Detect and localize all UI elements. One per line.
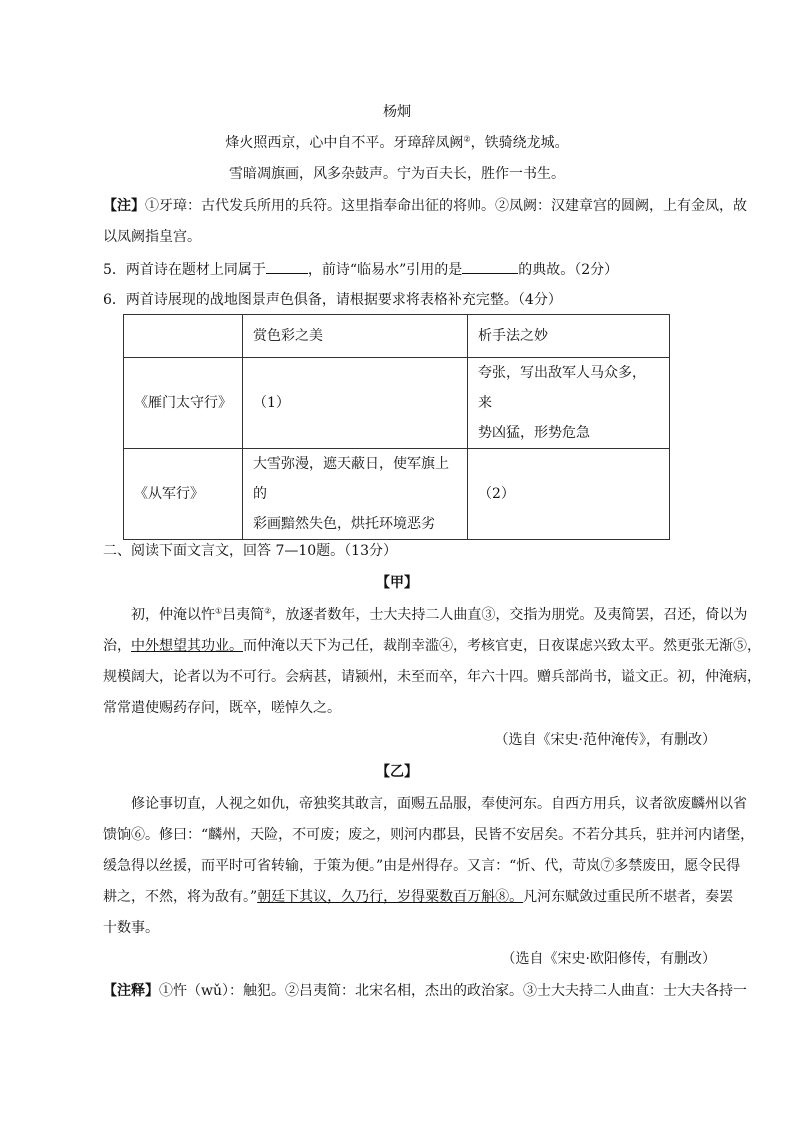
table-row-1-color-blank[interactable]: （1） [243, 358, 468, 449]
yi-underlined-sentence: 朝廷下其议，久乃行，岁得粟数百万斛⑧。 [257, 889, 524, 905]
comparison-table [123, 314, 670, 540]
question-5-suffix: 的典故。（2分） [518, 262, 619, 278]
jia-source: （选自《宋史·范仲淹传》，有删改） [494, 732, 716, 748]
jia-footnote-1: ① [215, 606, 223, 616]
jia-line-1-c: ，放逐者数年，士大夫持二人曲直③，交指为朋党。及夷简罢，召还，倚以为 [271, 607, 748, 623]
yi-line-5: 十数事。 [103, 920, 159, 936]
question-6: 6．两首诗展现的战地图景声色俱备，请根据要求将表格补充完整。（4分） [103, 292, 562, 308]
table-row-1-method-line-2: 势凶猛，形势危急 [478, 425, 590, 441]
notes-2-text: ①忤（wǔ）：触犯。②吕夷简：北宋名相，杰出的政治家。③士大夫持二人曲直：士大夫各持一 [159, 983, 747, 999]
table-row-2-color-line-2: 彩画黯然失色，烘托环境恶劣 [253, 516, 435, 532]
table-row-2-color [243, 449, 468, 540]
poem-line-1 [0, 133, 794, 153]
notes-2-label: 【注释】 [103, 983, 159, 999]
yi-title: 【乙】 [376, 764, 418, 780]
jia-line-1-b: 吕夷简 [222, 607, 265, 623]
jia-line-1-a: 初，仲淹以忤 [131, 607, 215, 623]
table-row-1-method [468, 358, 670, 449]
jia-line-1 [131, 605, 747, 625]
poem-line-1-part-b: ，铁骑绕龙城。 [470, 135, 569, 151]
table-header-method: 析手法之妙 [468, 315, 670, 358]
jia-line-2 [103, 636, 761, 656]
answer-blank-2[interactable] [462, 259, 518, 274]
table-row-2-title: 《从军行》 [124, 449, 243, 540]
section-2-heading: 二、阅读下面文言文，回答 7—10题。（13分） [103, 543, 397, 559]
jia-line-2-a: 治， [103, 638, 131, 654]
note-line-2: 以凤阙指皇宫。 [103, 229, 201, 245]
poem-line-2: 雪暗凋旗画，风多杂鼓声。宁为百夫长，胜作一书生。 [229, 166, 565, 182]
jia-footnote-2: ② [264, 606, 272, 616]
table-row [124, 358, 670, 449]
answer-blank-1[interactable] [266, 259, 308, 274]
table-row [124, 449, 670, 540]
jia-line-4: 常常遣使赐药存问，既卒，嗟悼久之。 [103, 700, 341, 716]
table-row-1-title: 《雁门太守行》 [124, 358, 243, 449]
yi-source: （选自《宋史·欧阳修传，有删改） [501, 951, 716, 967]
table-header-row [124, 315, 670, 358]
question-5-prefix: 5．两首诗在题材上同属于 [103, 262, 266, 278]
yi-line-2: 馈饷⑥。修曰：“麟州，天险，不可废；废之，则河内郡县，民皆不安居矣。不若分其兵，驻并河内诸堡， [103, 827, 755, 843]
note-line-1 [103, 196, 747, 216]
note-text-1: ①牙璋：古代发兵所用的兵符。这里指奉命出征的将帅。②凤阙：汉建章宫的圆阙，上有金凤，故 [145, 198, 747, 214]
poem-line-1-footnote: ② [463, 134, 471, 144]
yi-line-4 [103, 887, 733, 907]
jia-title: 【甲】 [376, 575, 418, 591]
table-row-2-color-line-1: 大雪弥漫，遮天蔽日，使军旗上的 [253, 456, 449, 502]
table-header-color: 赏色彩之美 [243, 315, 468, 358]
jia-line-2-b: 而仲淹以天下为己任，裁削幸滥④，考核官吏，日夜谋虑兴致太平。然更张无渐⑤， [243, 638, 761, 654]
table-header-empty [124, 315, 243, 358]
table-row-2-method-blank[interactable]: （2） [468, 449, 670, 540]
yi-line-4-a: 耕之，不然，将为敌有。” [103, 889, 258, 905]
yi-line-3: 缓急得以丝援，而平时可省转输，于策为便。”由是州得存。又言：“忻、代，苛岚⑦多禁废田，愿令民得 [103, 858, 741, 874]
jia-underlined-sentence: 中外想望其功业。 [131, 638, 243, 654]
notes-2-line [103, 981, 747, 1001]
question-5-middle: ，前诗“临易水”引用的是 [307, 262, 463, 278]
table-row-1-method-line-1: 夸张，写出敌军人马众多，来 [478, 365, 646, 411]
poem-line-1-part-a: 烽火照西京，心中自不平。牙璋辞凤阙 [225, 135, 464, 151]
note-label: 【注】 [103, 198, 145, 214]
question-5 [103, 259, 618, 280]
poem-author: 杨炯 [383, 104, 411, 120]
jia-line-3: 规模阔大，论者以为不可行。会病甚，请颍州，未至而卒，年六十四。赠兵部尚书，谥文正。初，仲淹病， [103, 669, 761, 685]
yi-line-4-b: 凡河东赋敛过重民所不堪者，奏罢 [523, 889, 734, 905]
yi-line-1: 修论事切直，人视之如仇，帝独奖其敢言，面赐五品服，奉使河东。自西方用兵，议者欲废麟州以省 [131, 796, 747, 812]
